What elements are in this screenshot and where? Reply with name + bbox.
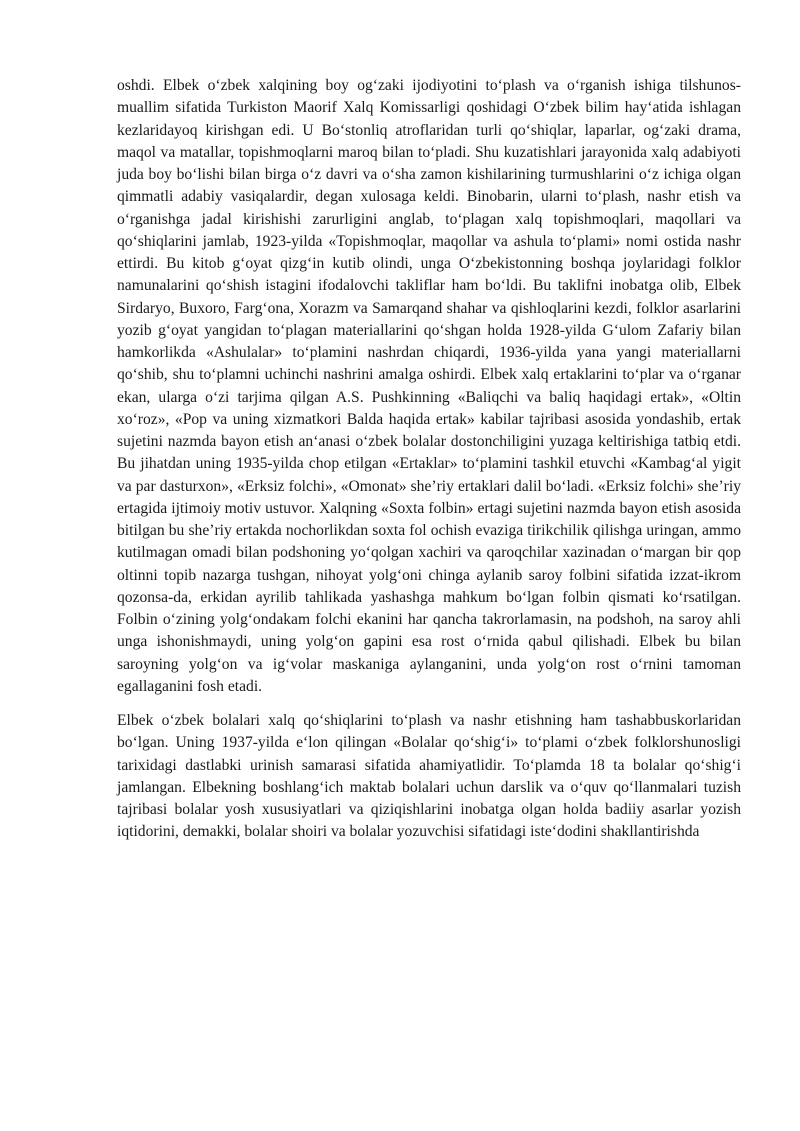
document-body: [117, 75, 741, 844]
paragraph-1: oshdi. Elbek oʻzbek xalqining boy ogʻzaki ijodiyotini toʻplash va oʻrganish ishiga tilshunos-muallim sifatida Turkiston Maorif Xalq Komissarligi qoshidagi Oʻzbek bilim hayʻatida ishlagan kezlaridayoq kirishgan edi. U Boʻstonliq atroflaridan turli qoʻshiqlar, laparlar, ogʻzaki drama, maqol va matallar, topishmoqlarni maroq bilan toʻpladi. Shu kuzatishlari jarayonida xalq adabiyoti juda boy boʻlishi bilan birga oʻz davri va oʻsha zamon kishilarining turmushlarini oʻz ichiga olgan qimmatli adabiy vasiqalardir, degan xulosaga keldi. Binobarin, ularni toʻplash, nashr etish va oʻrganishga jadal kirishishi zarurligini anglab, toʻplagan xalq topishmoqlari, maqollari va qoʻshiqlarini jamlab, 1923-yilda «Topishmoqlar, maqollar va ashula toʻplami» nomi ostida nashr ettirdi. Bu kitob gʻoyat qizgʻin kutib olindi, unga Oʻzbekistonning boshqa joylaridagi folklor namunalarini qoʻshish istagini ifodalovchi takliflar ham boʻldi. Bu taklifni inobatga olib, Elbek Sirdaryo, Buxoro, Fargʻona, Xorazm va Samarqand shahar va qishloqlarini kezdi, folklor asarlarini yozib gʻoyat yangidan toʻplagan materiallarini qoʻshgan holda 1928-yilda Gʻulom Zafariy bilan hamkorlikda «Ashulalar» toʻplamini nashrdan chiqardi, 1936-yilda yana yangi materiallarni qoʻshib, shu toʻplamni uchinchi nashrini amalga oshirdi. Elbek xalq ertaklarini toʻplar va oʻrganar ekan, ularga oʻzi tarjima qilgan A.S. Pushkinning «Baliqchi va baliq haqidagi ertak», «Oltin xoʻroz», «Pop va uning xizmatkori Balda haqida ertak» kabilar tajribasi asosida yondashib, ertak sujetini nazmda bayon etish anʻanasi oʻzbek bolalar dostonchiligini yuzaga keltirishiga tatbiq etdi. Bu jihatdan uning 1935-yilda chop etilgan «Ertaklar» toʻplamini tashkil etuvchi «Kambagʻal yigit va par dasturxon», «Erksiz folchi», «Omonat» sheʼriy ertaklari dalil boʻladi. «Erksiz folchi» sheʼriy ertagida ijtimoiy motiv ustuvor. Xalqning «Soxta folbin» ertagi sujetini nazmda bayon etish asosida bitilgan bu sheʼriy ertakda nochorlikdan soxta fol ochish evaziga tirikchilik qilishga uringan, ammo kutilmagan omadi bilan podshoning yoʻqolgan xachiri va qaroqchilar xazinadan oʻmargan bir qop oltinni topib nazarga tushgan, nihoyat yolgʻoni chinga aylanib saroy folbini sifatida izzat-ikrom qozonsa-da, erkidan ayrilib tahlikada yashashga mahkum boʻlgan folbin qismati koʻrsatilgan. Folbin oʻzining yolgʻondakam folchi ekanini har qancha takrorlamasin, na podshoh, na saroy ahli unga ishonishmaydi, uning yolgʻon gapini esa rost oʻrnida qabul qilishadi. Elbek bu bilan saroyning yolgʻon va igʻvolar maskaniga aylanganini, unda yolgʻon rost oʻrnini tamoman egallaganini fosh etadi.: [117, 77, 741, 695]
paragraph-2: Elbek oʻzbek bolalari xalq qoʻshiqlarini toʻplash va nashr etishning ham tashabbuskorlaridan boʻlgan. Uning 1937-yilda eʻlon qilingan «Bolalar qoʻshigʻi» toʻplami oʻzbek folklorshunosligi tarixidagi dastlabki urinish samarasi sifatida ahamiyatlidir. Toʻplamda 18 ta bolalar qoʻshigʻi jamlangan. Elbekning boshlangʻich maktab bolalari uchun darslik va oʻquv qoʻllanmalari tuzish tajribasi bolalar yosh xususiyatlari va qiziqishlarini inobatga olgan holda badiiy asarlar yozish iqtidorini, demakki, bolalar shoiri va bolalar yozuvchisi sifatidagi isteʻdodini shakllantirishda: [117, 712, 741, 841]
